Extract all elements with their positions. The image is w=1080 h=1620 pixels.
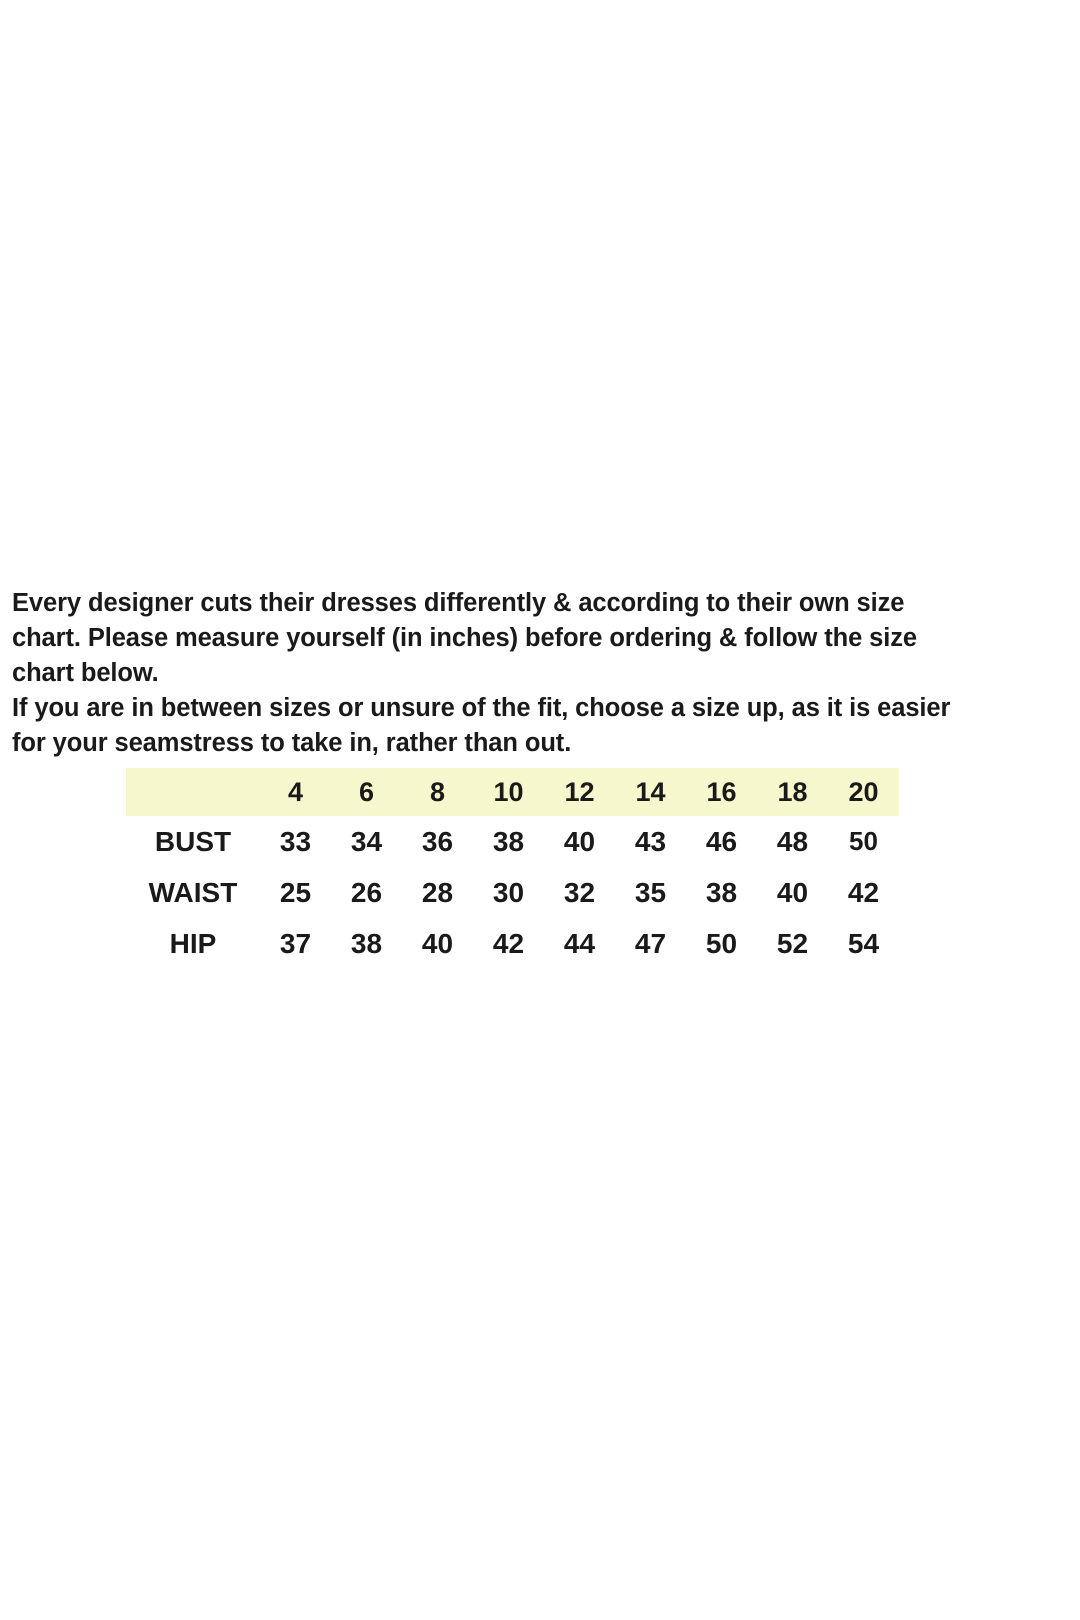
header-size-12: 12 xyxy=(544,768,615,816)
table-row xyxy=(126,816,899,867)
waist-size-8: 28 xyxy=(402,867,473,918)
row-label-bust: BUST xyxy=(126,816,260,867)
hip-size-12: 44 xyxy=(544,918,615,969)
hip-size-20: 54 xyxy=(828,918,899,969)
header-size-8: 8 xyxy=(402,768,473,816)
hip-size-4: 37 xyxy=(260,918,331,969)
header-size-20: 20 xyxy=(828,768,899,816)
row-label-waist: WAIST xyxy=(126,867,260,918)
waist-size-16: 38 xyxy=(686,867,757,918)
table-row xyxy=(126,867,899,918)
size-chart-header-row xyxy=(126,768,899,816)
header-size-6: 6 xyxy=(331,768,402,816)
bust-size-16: 46 xyxy=(686,816,757,867)
intro-line-1: Every designer cuts their dresses differently & according to their own size xyxy=(12,589,905,617)
header-size-14: 14 xyxy=(615,768,686,816)
waist-size-10: 30 xyxy=(473,867,544,918)
waist-size-4: 25 xyxy=(260,867,331,918)
header-size-16: 16 xyxy=(686,768,757,816)
waist-size-14: 35 xyxy=(615,867,686,918)
bust-size-10: 38 xyxy=(473,816,544,867)
intro-line-4: If you are in between sizes or unsure of the fit, choose a size up, as it is easier xyxy=(12,694,951,722)
hip-size-14: 47 xyxy=(615,918,686,969)
waist-size-12: 32 xyxy=(544,867,615,918)
bust-size-18: 48 xyxy=(757,816,828,867)
size-chart-table xyxy=(126,768,899,969)
hip-size-16: 50 xyxy=(686,918,757,969)
bust-size-12: 40 xyxy=(544,816,615,867)
intro-line-5: for your seamstress to take in, rather than out. xyxy=(12,729,572,757)
waist-size-18: 40 xyxy=(757,867,828,918)
header-size-10: 10 xyxy=(473,768,544,816)
hip-size-18: 52 xyxy=(757,918,828,969)
intro-line-3: chart below. xyxy=(12,659,159,687)
bust-size-4: 33 xyxy=(260,816,331,867)
hip-size-8: 40 xyxy=(402,918,473,969)
bust-size-6: 34 xyxy=(331,816,402,867)
bust-size-20: 50 xyxy=(828,816,899,867)
waist-size-20: 42 xyxy=(828,867,899,918)
intro-line-2: chart. Please measure yourself (in inches) before ordering & follow the size xyxy=(12,624,917,652)
table-row xyxy=(126,918,899,969)
hip-size-6: 38 xyxy=(331,918,402,969)
hip-size-10: 42 xyxy=(473,918,544,969)
bust-size-8: 36 xyxy=(402,816,473,867)
waist-size-6: 26 xyxy=(331,867,402,918)
intro-text xyxy=(12,586,1057,761)
bust-size-14: 43 xyxy=(615,816,686,867)
size-chart-wrapper xyxy=(126,768,899,969)
row-label-hip: HIP xyxy=(126,918,260,969)
header-size-4: 4 xyxy=(260,768,331,816)
header-corner-cell xyxy=(126,768,260,816)
header-size-18: 18 xyxy=(757,768,828,816)
